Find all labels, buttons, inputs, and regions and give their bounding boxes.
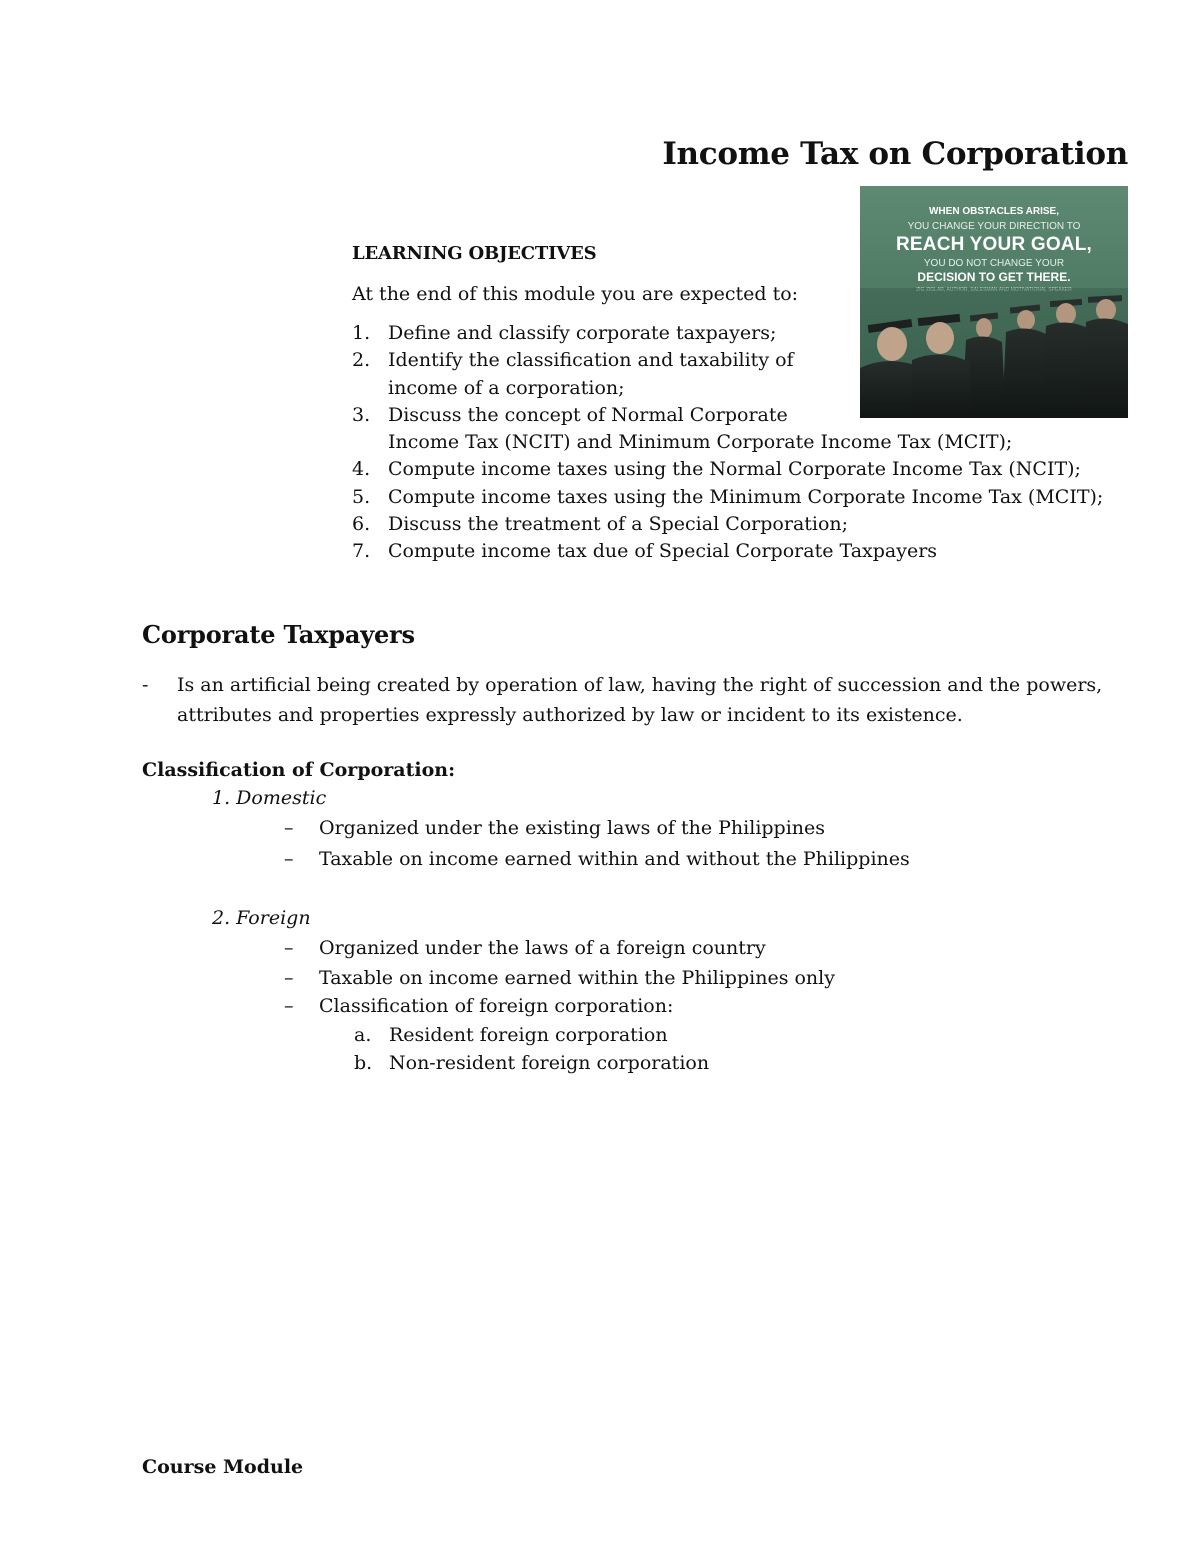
objective-text-continued: income of a corporation; (388, 376, 625, 399)
bullet-text: Organized under the laws of a foreign country (319, 937, 766, 959)
objective-text: Compute income tax due of Special Corporate Taxpayers (388, 540, 938, 563)
objective-item (352, 402, 1103, 457)
objective-text: Define and classify corporate taxpayers; (388, 322, 777, 344)
objective-text: Discuss the concept of Normal Corporate (388, 403, 788, 426)
foreign-bullet (284, 967, 835, 989)
objective-number: 2. (352, 349, 371, 372)
objectives-heading: LEARNING OBJECTIVES (352, 243, 597, 264)
poster-line-3: REACH YOUR GOAL, (895, 234, 1093, 255)
domestic-bullet (284, 848, 910, 870)
corporate-taxpayers-heading: Corporate Taxpayers (142, 620, 415, 649)
objectives-intro: At the end of this module you are expected to: (352, 283, 799, 305)
objective-text: Compute income taxes using the Minimum Corporate Income Tax (MCIT); (388, 485, 1104, 508)
bullet-dash: – (284, 967, 294, 989)
footer-label: Course Module (142, 1456, 304, 1478)
definition-dash: - (142, 674, 149, 696)
bullet-dash: – (284, 937, 294, 959)
definition-line-1: Is an artificial being created by operation of law, having the right of succession and the powers, (177, 674, 1103, 696)
subtype-letter: a. (354, 1024, 372, 1046)
foreign-bullet (284, 937, 766, 959)
objective-number: 4. (352, 458, 371, 481)
page-title: Income Tax on Corporation (662, 136, 1128, 172)
definition-line-2: attributes and properties expressly authorized by law or incident to its existence. (177, 704, 963, 726)
objective-item (352, 456, 1103, 483)
foreign-subtype (354, 1024, 668, 1046)
bullet-dash: – (284, 817, 294, 839)
objective-item (352, 320, 1103, 347)
objective-text: Identify the classification and taxability of (388, 349, 794, 372)
objective-item (352, 538, 1103, 565)
objective-number: 6. (352, 513, 371, 536)
objective-text: Discuss the treatment of a Special Corporation; (388, 513, 849, 536)
objective-item (352, 347, 1103, 402)
bullet-dash: – (284, 995, 294, 1017)
poster-quote (860, 206, 1128, 294)
subtype-text: Non-resident foreign corporation (389, 1052, 710, 1074)
domestic-label: 1. Domestic (212, 787, 327, 809)
objective-text: Compute income taxes using the Normal Corporate Income Tax (NCIT); (388, 458, 1081, 481)
objective-number: 3. (352, 403, 371, 426)
poster-line-5: DECISION TO GET THERE. (917, 270, 1071, 285)
objective-number: 5. (352, 485, 371, 508)
objective-item (352, 484, 1103, 511)
definition-text (142, 670, 1142, 730)
poster-line-4: YOU DO NOT CHANGE YOUR (923, 257, 1065, 269)
classification-heading: Classification of Corporation: (142, 759, 456, 781)
objective-text-continued: Income Tax (NCIT) and Minimum Corporate Income Tax (MCIT); (388, 431, 1013, 454)
foreign-bullet (284, 995, 673, 1017)
objective-number: 7. (352, 540, 371, 563)
objective-item (352, 511, 1103, 538)
poster-line-1: WHEN OBSTACLES ARISE, (928, 206, 1059, 217)
foreign-subtype (354, 1052, 709, 1074)
bullet-dash: – (284, 848, 294, 870)
bullet-text: Organized under the existing laws of the Philippines (319, 817, 826, 839)
subtype-letter: b. (354, 1052, 373, 1074)
bullet-text: Taxable on income earned within the Philippines only (319, 967, 835, 989)
bullet-text: Taxable on income earned within and without the Philippines (319, 848, 910, 870)
poster-attribution: ZIG ZIGLAR, AUTHOR, SALESMAN AND MOTIVATIONAL SPEAKER (916, 287, 1072, 294)
objectives-list (352, 320, 1103, 566)
objective-number: 1. (352, 322, 371, 344)
foreign-label: 2. Foreign (212, 907, 311, 929)
corporation-definition (142, 670, 1142, 730)
bullet-text: Classification of foreign corporation: (319, 995, 674, 1017)
domestic-bullet (284, 817, 825, 839)
poster-line-2: YOU CHANGE YOUR DIRECTION TO (907, 220, 1081, 232)
subtype-text: Resident foreign corporation (389, 1024, 668, 1046)
